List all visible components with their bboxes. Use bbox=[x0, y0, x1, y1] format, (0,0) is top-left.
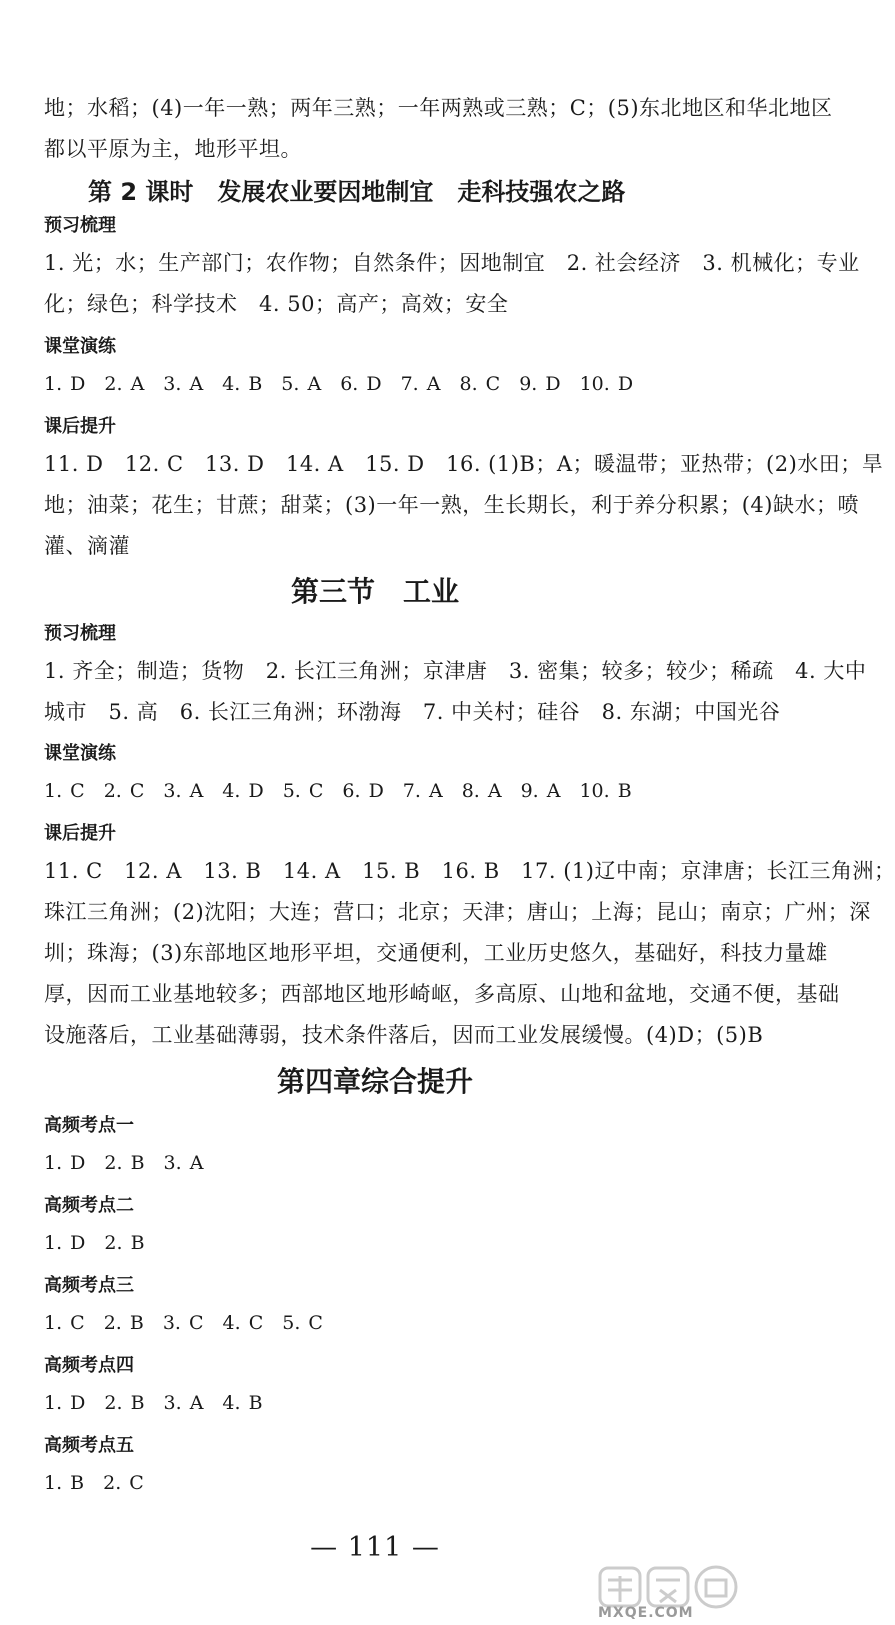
key-point-answers: 1. C 2. B 3. C 4. C 5. C bbox=[44, 1312, 323, 1334]
text-line: 厚，因而工业基地较多；西部地区地形崎岖，多高原、山地和盆地，交通不便，基础 bbox=[44, 982, 840, 1006]
key-point-header: 高频考点五 bbox=[44, 1435, 134, 1456]
key-point-header: 高频考点二 bbox=[44, 1195, 134, 1216]
text-line: 1. 齐全；制造；货物 2. 长江三角洲；京津唐 3. 密集；较多；较少；稀疏 4. 大中 bbox=[44, 659, 867, 683]
text-line: 地；油菜；花生；甘蔗；甜菜；(3)一年一熟，生长期长，利于养分积累；(4)缺水；喷 bbox=[44, 493, 859, 517]
text-line: 都以平原为主，地形平坦。 bbox=[44, 137, 302, 161]
text-line: 11. D 12. C 13. D 14. A 15. D 16. (1)B；A；暖温带；亚热带；(2)水田；旱 bbox=[44, 452, 884, 476]
after-class-header: 课后提升 bbox=[44, 823, 116, 844]
preview-answers bbox=[44, 651, 867, 733]
key-point-answers: 1. D 2. B 3. A bbox=[44, 1152, 204, 1174]
key-point-header: 高频考点四 bbox=[44, 1355, 134, 1376]
text-line: 地；水稻；(4)一年一熟；两年三熟；一年两熟或三熟；C；(5)东北地区和华北地区 bbox=[44, 96, 833, 120]
key-point-answers: 1. D 2. B bbox=[44, 1232, 145, 1254]
text-line: 灌、滴灌 bbox=[44, 534, 130, 558]
key-point-answers: 1. B 2. C bbox=[44, 1472, 144, 1494]
preview-answers bbox=[44, 243, 860, 325]
class-practice-answers: 1. D 2. A 3. A 4. B 5. A 6. D 7. A 8. C 9. D 10. D bbox=[44, 373, 634, 395]
after-class-answers bbox=[44, 444, 884, 567]
preview-header: 预习梳理 bbox=[44, 623, 116, 644]
watermark-url: MXQE.COM bbox=[598, 1605, 694, 1621]
continuation-paragraph bbox=[44, 88, 833, 170]
after-class-answers bbox=[44, 851, 895, 1056]
text-line: 珠江三角洲；(2)沈阳；大连；营口；北京；天津；唐山；上海；昆山；南京；广州；深 bbox=[44, 900, 871, 924]
key-point-answers: 1. D 2. B 3. A 4. B bbox=[44, 1392, 263, 1414]
text-line: 1. 光；水；生产部门；农作物；自然条件；因地制宜 2. 社会经济 3. 机械化；专业 bbox=[44, 251, 860, 275]
text-line: 圳；珠海；(3)东部地区地形平坦，交通便利，工业历史悠久，基础好，科技力量雄 bbox=[44, 941, 828, 965]
page-number: — 111 — bbox=[310, 1532, 440, 1563]
lesson-title: 第 2 课时 发展农业要因地制宜 走科技强农之路 bbox=[88, 178, 626, 206]
after-class-header: 课后提升 bbox=[44, 416, 116, 437]
text-line: 设施落后，工业基础薄弱，技术条件落后，因而工业发展缓慢。(4)D；(5)B bbox=[44, 1023, 764, 1047]
text-line: 城市 5. 高 6. 长江三角洲；环渤海 7. 中关村；硅谷 8. 东湖；中国光谷 bbox=[44, 700, 781, 724]
key-point-header: 高频考点一 bbox=[44, 1115, 134, 1136]
section-title: 第三节 工业 bbox=[290, 575, 459, 608]
class-practice-answers: 1. C 2. C 3. A 4. D 5. C 6. D 7. A 8. A 9. A 10. B bbox=[44, 780, 632, 802]
chapter-title: 第四章综合提升 bbox=[276, 1065, 473, 1098]
class-practice-header: 课堂演练 bbox=[44, 336, 116, 357]
text-line: 11. C 12. A 13. B 14. A 15. B 16. B 17. (1)辽中南；京津唐；长江三角洲； bbox=[44, 859, 895, 883]
class-practice-header: 课堂演练 bbox=[44, 743, 116, 764]
preview-header: 预习梳理 bbox=[44, 215, 116, 236]
text-line: 化；绿色；科学技术 4. 50；高产；高效；安全 bbox=[44, 292, 509, 316]
key-point-header: 高频考点三 bbox=[44, 1275, 134, 1296]
